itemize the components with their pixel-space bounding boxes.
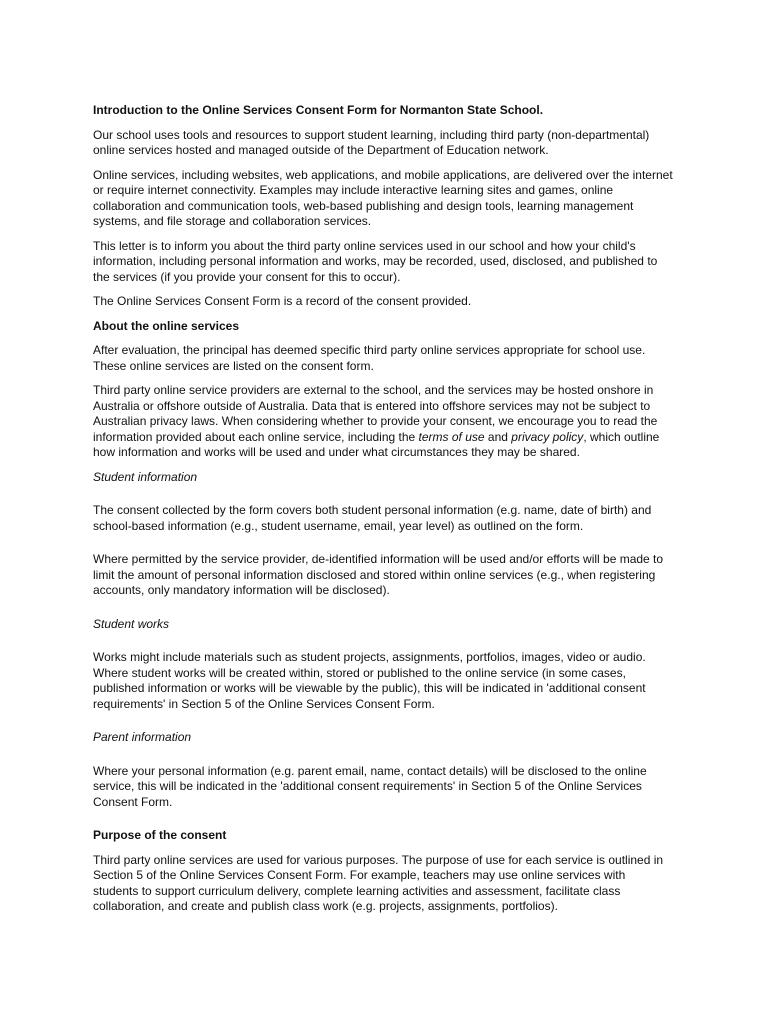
intro-paragraph-2: Online services, including websites, web applications, and mobile applications, are delivered over the internet or require internet connectivity. Examples may include interactive learning sites and games, online collaboration and communication tools, web-based publishing and design tools, learning management systems, and file storage and collaboration services.	[93, 167, 673, 228]
parent-information-heading: Parent information	[93, 730, 192, 744]
document-title: Introduction to the Online Services Consent Form for Normanton State School.	[93, 103, 544, 117]
student-works-heading: Student works	[93, 616, 170, 631]
about-paragraph-1: After evaluation, the principal has deemed specific third party online services appropriate for school use. These online services are listed on the consent form.	[93, 343, 646, 373]
about-paragraph-2	[93, 383, 673, 461]
about-paragraph-2-and: and	[484, 429, 512, 444]
privacy-policy-reference: privacy policy	[511, 429, 584, 444]
purpose-heading: Purpose of the consent	[93, 828, 227, 842]
student-information-paragraph-1: The consent collected by the form covers both student personal information (e.g. name, date of birth) and school-based information (e.g., student username, email, year level) as outlined on the form.	[93, 503, 652, 533]
about-heading: About the online services	[93, 318, 240, 333]
terms-of-use-reference: terms of use	[418, 429, 485, 444]
about-paragraph-2-text-a: Third party online service providers are external to the school, and the services may be hosted onshore in Australia or offshore outside of Australia. Data that is entered into offshore services may not be subject to Australian privacy laws. When considering whether to provide your consent, we encourage you to read the information provided about each online service, including the	[93, 383, 658, 444]
intro-paragraph-3: This letter is to inform you about the third party online services used in our school and how your child's information, including personal information and works, may be recorded, used, disclosed, and published to the services (if you provide your consent for this to occur).	[93, 238, 658, 284]
intro-paragraph-4: The Online Services Consent Form is a record of the consent provided.	[93, 294, 472, 308]
student-information-paragraph-2: Where permitted by the service provider, de-identified information will be used and/or efforts will be made to limit the amount of personal information disclosed and stored within online services (e.g., when registering accounts, only mandatory information will be disclosed).	[93, 552, 664, 597]
about-paragraph-2-text-b: , which outline how information and works will be used and under what circumstances they may be shared.	[93, 429, 660, 459]
purpose-paragraph-1: Third party online services are used for various purposes. The purpose of use for each service is outlined in Section 5 of the Online Services Consent Form. For example, teachers may use online services with students to support curriculum delivery, complete learning activities and assessment, facilitate class collaboration, and create and publish class work (e.g. projects, assignments, portfolios).	[93, 852, 664, 913]
student-works-paragraph-1: Works might include materials such as student projects, assignments, portfolios, images, video or audio. Where student works will be created within, stored or published to the online service (in some cases, published information or works will be viewable by the public), this will be indicated in 'additional consent requirements' in Section 5 of the Online Services Consent Form.	[93, 650, 646, 711]
parent-information-paragraph-1: Where your personal information (e.g. parent email, name, contact details) will be disclosed to the online service, this will be indicated in the 'additional consent requirements' in Section 5 of the Online Services Consent Form.	[93, 763, 647, 809]
intro-paragraph-1: Our school uses tools and resources to support student learning, including third party (non-departmental) online services hosted and managed outside of the Department of Education network.	[93, 127, 650, 157]
student-information-heading: Student information	[93, 469, 198, 484]
document-page	[93, 103, 673, 924]
